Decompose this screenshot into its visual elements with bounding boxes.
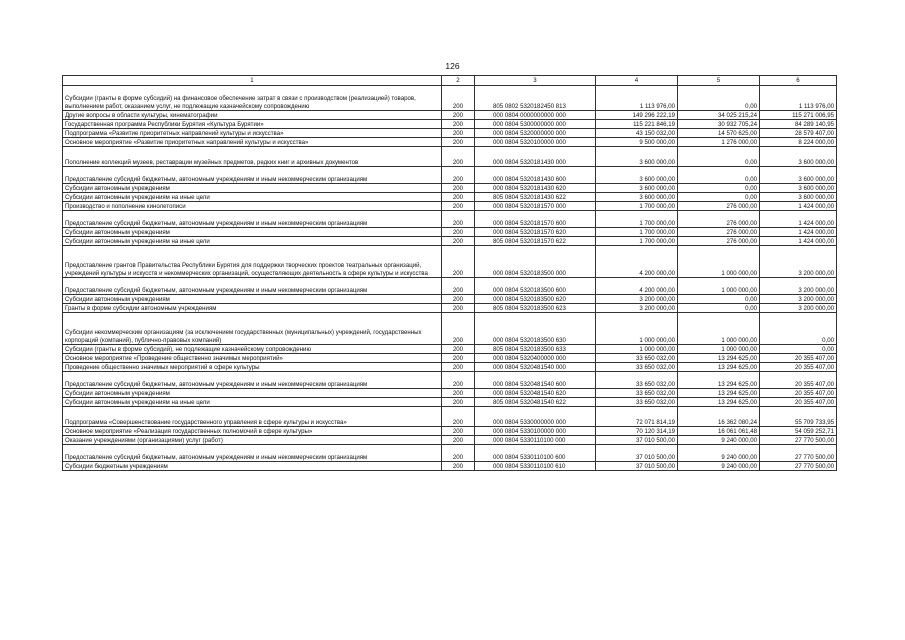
table-row	[63, 111, 837, 120]
row-code: 200	[442, 278, 475, 295]
table-row	[63, 427, 837, 436]
table-row	[63, 129, 837, 138]
row-name: Субсидии автономным учреждениям на иные цели	[63, 237, 442, 246]
table-row	[63, 295, 837, 304]
row-name: Основное мероприятие «Реализация государственных полномочий в сфере культуры»	[63, 427, 442, 436]
table-row	[63, 407, 837, 427]
table-row	[63, 354, 837, 363]
row-amount-total: 33 650 032,00	[596, 389, 678, 398]
row-amount-executed: 1 000 000,00	[678, 278, 760, 295]
row-kbk: 805 0802 5320182450 813	[475, 86, 596, 111]
row-amount-executed: 13 294 625,00	[678, 372, 760, 389]
row-amount-executed: 276 000,00	[678, 228, 760, 237]
row-kbk: 000 0804 5320183500 620	[475, 295, 596, 304]
table-row	[63, 372, 837, 389]
row-amount-total: 33 650 032,00	[596, 354, 678, 363]
row-code: 200	[442, 372, 475, 389]
table-body	[63, 86, 837, 471]
row-kbk: 000 0804 5320481540 600	[475, 372, 596, 389]
table-row	[63, 202, 837, 211]
row-code: 200	[442, 462, 475, 471]
row-code: 200	[442, 184, 475, 193]
row-amount-executed: 16 362 080,24	[678, 407, 760, 427]
table-row	[63, 345, 837, 354]
row-amount-total: 4 200 000,00	[596, 278, 678, 295]
row-name: Оказание учреждениями (организациями) услуг (работ)	[63, 436, 442, 445]
row-code: 200	[442, 120, 475, 129]
row-code: 200	[442, 345, 475, 354]
row-amount-total: 1 700 000,00	[596, 211, 678, 228]
row-amount-remaining: 1 424 000,00	[760, 211, 837, 228]
row-amount-executed: 16 061 061,48	[678, 427, 760, 436]
row-kbk: 000 0804 5300000000 000	[475, 120, 596, 129]
row-name: Предоставление субсидий бюджетным, автономным учреждениям и иным некоммерческим организациям	[63, 167, 442, 184]
row-name: Предоставление субсидий бюджетным, автономным учреждениям и иным некоммерческим организациям	[63, 372, 442, 389]
row-amount-total: 3 200 000,00	[596, 304, 678, 313]
row-amount-remaining: 1 113 976,00	[760, 86, 837, 111]
row-amount-remaining: 3 200 000,00	[760, 246, 837, 278]
row-amount-remaining: 115 271 006,95	[760, 111, 837, 120]
row-name: Проведение общественно значимых мероприятий в сфере культуры	[63, 363, 442, 372]
row-amount-remaining: 8 224 000,00	[760, 138, 837, 147]
row-amount-remaining: 20 355 407,00	[760, 363, 837, 372]
table-row	[63, 445, 837, 462]
row-code: 200	[442, 295, 475, 304]
table-row	[63, 363, 837, 372]
row-amount-remaining: 0,00	[760, 345, 837, 354]
table-row	[63, 184, 837, 193]
row-code: 200	[442, 86, 475, 111]
row-name: Другие вопросы в области культуры, кинематографии	[63, 111, 442, 120]
row-name: Пополнение коллекций музеев, реставрации музейных предметов, редких книг и архивных документов	[63, 147, 442, 167]
row-code: 200	[442, 436, 475, 445]
row-amount-executed: 1 000 000,00	[678, 246, 760, 278]
row-amount-total: 3 600 000,00	[596, 184, 678, 193]
row-amount-executed: 13 294 625,00	[678, 398, 760, 407]
table-row	[63, 246, 837, 278]
row-kbk: 805 0804 5320183500 623	[475, 304, 596, 313]
table-row	[63, 228, 837, 237]
row-amount-total: 149 296 222,19	[596, 111, 678, 120]
row-amount-total: 3 600 000,00	[596, 193, 678, 202]
row-amount-remaining: 1 424 000,00	[760, 237, 837, 246]
row-name: Подпрограмма «Развитие приоритетных направлений культуры и искусства»	[63, 129, 442, 138]
row-kbk: 805 0804 5320481540 622	[475, 398, 596, 407]
row-name: Субсидии некоммерческим организациям (за исключением государственных (муниципальных) учреждений, государственных корпораций (компаний), публично-правовых компаний)	[63, 313, 442, 345]
row-kbk: 805 0804 5320181430 622	[475, 193, 596, 202]
row-kbk: 000 0804 5320100000 000	[475, 138, 596, 147]
row-kbk: 000 0804 5320181430 620	[475, 184, 596, 193]
row-amount-executed: 0,00	[678, 193, 760, 202]
row-name: Предоставление грантов Правительства Республики Бурятия для поддержки творческих проектов театральных организаций, учреждений культуры и искусств и некоммерческих организаций, осуществляющих деятельность в сфере культуры и искусства	[63, 246, 442, 278]
row-kbk: 000 0804 5320183500 630	[475, 313, 596, 345]
row-amount-executed: 0,00	[678, 86, 760, 111]
row-kbk: 805 0804 5320181570 622	[475, 237, 596, 246]
row-kbk: 000 0804 5320481540 000	[475, 363, 596, 372]
row-code: 200	[442, 111, 475, 120]
row-amount-executed: 1 000 000,00	[678, 313, 760, 345]
table-row	[63, 237, 837, 246]
row-amount-remaining: 1 424 000,00	[760, 228, 837, 237]
row-amount-total: 37 010 500,00	[596, 436, 678, 445]
row-name: Производство и пополнение кинолетописи	[63, 202, 442, 211]
table-row	[63, 86, 837, 111]
row-amount-total: 37 010 500,00	[596, 462, 678, 471]
table-row	[63, 193, 837, 202]
row-amount-total: 3 600 000,00	[596, 147, 678, 167]
row-code: 200	[442, 427, 475, 436]
budget-table	[62, 75, 837, 471]
row-name: Субсидии автономным учреждениям на иные цели	[63, 193, 442, 202]
table-row	[63, 167, 837, 184]
row-amount-executed: 276 000,00	[678, 202, 760, 211]
table-row	[63, 462, 837, 471]
row-amount-executed: 14 570 625,00	[678, 129, 760, 138]
row-code: 200	[442, 246, 475, 278]
row-kbk: 000 0804 5320400000 000	[475, 354, 596, 363]
row-code: 200	[442, 202, 475, 211]
row-code: 200	[442, 398, 475, 407]
table-row	[63, 313, 837, 345]
row-name: Предоставление субсидий бюджетным, автономным учреждениям и иным некоммерческим организациям	[63, 278, 442, 295]
row-kbk: 000 0804 5330110100 610	[475, 462, 596, 471]
row-amount-remaining: 84 289 140,95	[760, 120, 837, 129]
table-row	[63, 398, 837, 407]
row-kbk: 000 0804 5330110100 600	[475, 445, 596, 462]
row-code: 200	[442, 313, 475, 345]
row-amount-remaining: 3 200 000,00	[760, 304, 837, 313]
row-code: 200	[442, 445, 475, 462]
row-code: 200	[442, 167, 475, 184]
row-amount-total: 9 500 000,00	[596, 138, 678, 147]
row-name: Основное мероприятие «Развитие приоритетных направлений культуры и искусства»	[63, 138, 442, 147]
row-amount-remaining: 20 355 407,00	[760, 372, 837, 389]
row-name: Субсидии автономным учреждениям	[63, 295, 442, 304]
row-amount-executed: 9 240 000,00	[678, 462, 760, 471]
row-name: Субсидии (гранты в форме субсидий) на финансовое обеспечение затрат в связи с производством (реализацией) товаров, выполнением работ, оказанием услуг, не подлежащие казначейскому сопровождению	[63, 86, 442, 111]
row-amount-executed: 0,00	[678, 295, 760, 304]
row-kbk: 000 0804 5320183500 000	[475, 246, 596, 278]
row-amount-total: 4 200 000,00	[596, 246, 678, 278]
row-amount-executed: 1 000 000,00	[678, 345, 760, 354]
row-amount-remaining: 55 709 733,95	[760, 407, 837, 427]
row-amount-remaining: 27 770 500,00	[760, 462, 837, 471]
row-amount-executed: 13 294 625,00	[678, 363, 760, 372]
table-row	[63, 211, 837, 228]
row-amount-remaining: 20 355 407,00	[760, 398, 837, 407]
row-amount-remaining: 20 355 407,00	[760, 354, 837, 363]
page-number: 126	[445, 61, 460, 71]
row-name: Подпрограмма «Совершенствование государственного управления в сфере культуры и искусства»	[63, 407, 442, 427]
header-row	[63, 76, 837, 86]
row-amount-total: 1 700 000,00	[596, 228, 678, 237]
table-row	[63, 389, 837, 398]
row-kbk: 000 0804 5330000000 000	[475, 407, 596, 427]
row-amount-executed: 0,00	[678, 304, 760, 313]
row-amount-remaining: 27 770 500,00	[760, 436, 837, 445]
row-amount-executed: 0,00	[678, 184, 760, 193]
row-kbk: 000 0804 5320181570 600	[475, 211, 596, 228]
row-amount-remaining: 20 355 407,00	[760, 389, 837, 398]
column-header: 4	[596, 76, 678, 86]
row-amount-total: 1 700 000,00	[596, 202, 678, 211]
row-amount-executed: 0,00	[678, 167, 760, 184]
row-code: 200	[442, 304, 475, 313]
row-amount-remaining: 3 200 000,00	[760, 278, 837, 295]
row-amount-remaining: 28 579 407,00	[760, 129, 837, 138]
row-name: Предоставление субсидий бюджетным, автономным учреждениям и иным некоммерческим организациям	[63, 211, 442, 228]
row-amount-remaining: 0,00	[760, 313, 837, 345]
row-amount-total: 33 650 032,00	[596, 398, 678, 407]
row-kbk: 000 0804 5320000000 000	[475, 129, 596, 138]
row-kbk: 000 0804 5320181430 000	[475, 147, 596, 167]
row-name: Субсидии автономным учреждениям на иные цели	[63, 398, 442, 407]
table-row	[63, 147, 837, 167]
row-amount-executed: 9 240 000,00	[678, 436, 760, 445]
row-amount-executed: 276 000,00	[678, 237, 760, 246]
row-amount-executed: 1 276 000,00	[678, 138, 760, 147]
row-code: 200	[442, 389, 475, 398]
row-amount-total: 33 650 032,00	[596, 363, 678, 372]
row-amount-total: 3 600 000,00	[596, 167, 678, 184]
row-name: Гранты в форме субсидии автономным учреждениям	[63, 304, 442, 313]
row-code: 200	[442, 363, 475, 372]
row-amount-remaining: 3 600 000,00	[760, 167, 837, 184]
row-kbk: 000 0804 5320181570 620	[475, 228, 596, 237]
row-kbk: 000 0804 5320183500 600	[475, 278, 596, 295]
row-name: Предоставление субсидий бюджетным, автономным учреждениям и иным некоммерческим организациям	[63, 445, 442, 462]
row-amount-executed: 276 000,00	[678, 211, 760, 228]
column-header: 2	[442, 76, 475, 86]
table-row	[63, 120, 837, 129]
row-code: 200	[442, 407, 475, 427]
row-amount-total: 70 120 314,19	[596, 427, 678, 436]
row-amount-remaining: 3 600 000,00	[760, 184, 837, 193]
column-header: 3	[475, 76, 596, 86]
row-code: 200	[442, 237, 475, 246]
column-header: 6	[760, 76, 837, 86]
row-name: Субсидии (гранты в форме субсидий), не подлежащие казначейскому сопровождению	[63, 345, 442, 354]
row-name: Субсидии автономным учреждениям	[63, 389, 442, 398]
row-name: Основное мероприятие «Проведение общественно значимых мероприятий»	[63, 354, 442, 363]
row-name: Субсидии бюджетным учреждениям	[63, 462, 442, 471]
row-code: 200	[442, 211, 475, 228]
row-amount-executed: 13 294 625,00	[678, 354, 760, 363]
row-amount-total: 1 000 000,00	[596, 345, 678, 354]
row-code: 200	[442, 193, 475, 202]
column-header: 1	[63, 76, 442, 86]
row-kbk: 000 0804 5330110100 000	[475, 436, 596, 445]
row-amount-remaining: 3 600 000,00	[760, 193, 837, 202]
row-amount-total: 3 200 000,00	[596, 295, 678, 304]
row-amount-total: 72 071 814,19	[596, 407, 678, 427]
row-amount-total: 1 700 000,00	[596, 237, 678, 246]
table-row	[63, 138, 837, 147]
column-header: 5	[678, 76, 760, 86]
row-amount-executed: 34 025 215,24	[678, 111, 760, 120]
row-code: 200	[442, 147, 475, 167]
row-amount-total: 1 000 000,00	[596, 313, 678, 345]
row-code: 200	[442, 138, 475, 147]
row-kbk: 805 0804 5320183500 633	[475, 345, 596, 354]
row-amount-executed: 30 932 705,24	[678, 120, 760, 129]
row-code: 200	[442, 228, 475, 237]
row-kbk: 000 0804 5330100000 000	[475, 427, 596, 436]
row-amount-executed: 0,00	[678, 147, 760, 167]
row-name: Субсидии автономным учреждениям	[63, 184, 442, 193]
row-amount-total: 43 150 032,00	[596, 129, 678, 138]
row-amount-total: 37 010 500,00	[596, 445, 678, 462]
table-row	[63, 436, 837, 445]
row-amount-remaining: 3 200 000,00	[760, 295, 837, 304]
row-amount-remaining: 1 424 000,00	[760, 202, 837, 211]
row-amount-total: 33 650 032,00	[596, 372, 678, 389]
row-amount-executed: 9 240 000,00	[678, 445, 760, 462]
row-code: 200	[442, 354, 475, 363]
row-kbk: 000 0804 5320181570 000	[475, 202, 596, 211]
row-amount-total: 115 221 846,19	[596, 120, 678, 129]
table-row	[63, 278, 837, 295]
row-kbk: 000 0804 5320481540 620	[475, 389, 596, 398]
row-code: 200	[442, 129, 475, 138]
row-amount-executed: 13 294 625,00	[678, 389, 760, 398]
row-name: Субсидии автономным учреждениям	[63, 228, 442, 237]
table-row	[63, 304, 837, 313]
row-name: Государственная программа Республики Бурятия «Культура Бурятии»	[63, 120, 442, 129]
row-kbk: 000 0804 0000000000 000	[475, 111, 596, 120]
row-amount-remaining: 27 770 500,00	[760, 445, 837, 462]
row-amount-remaining: 54 059 252,71	[760, 427, 837, 436]
row-amount-total: 1 113 976,00	[596, 86, 678, 111]
row-amount-remaining: 3 600 000,00	[760, 147, 837, 167]
row-kbk: 000 0804 5320181430 600	[475, 167, 596, 184]
